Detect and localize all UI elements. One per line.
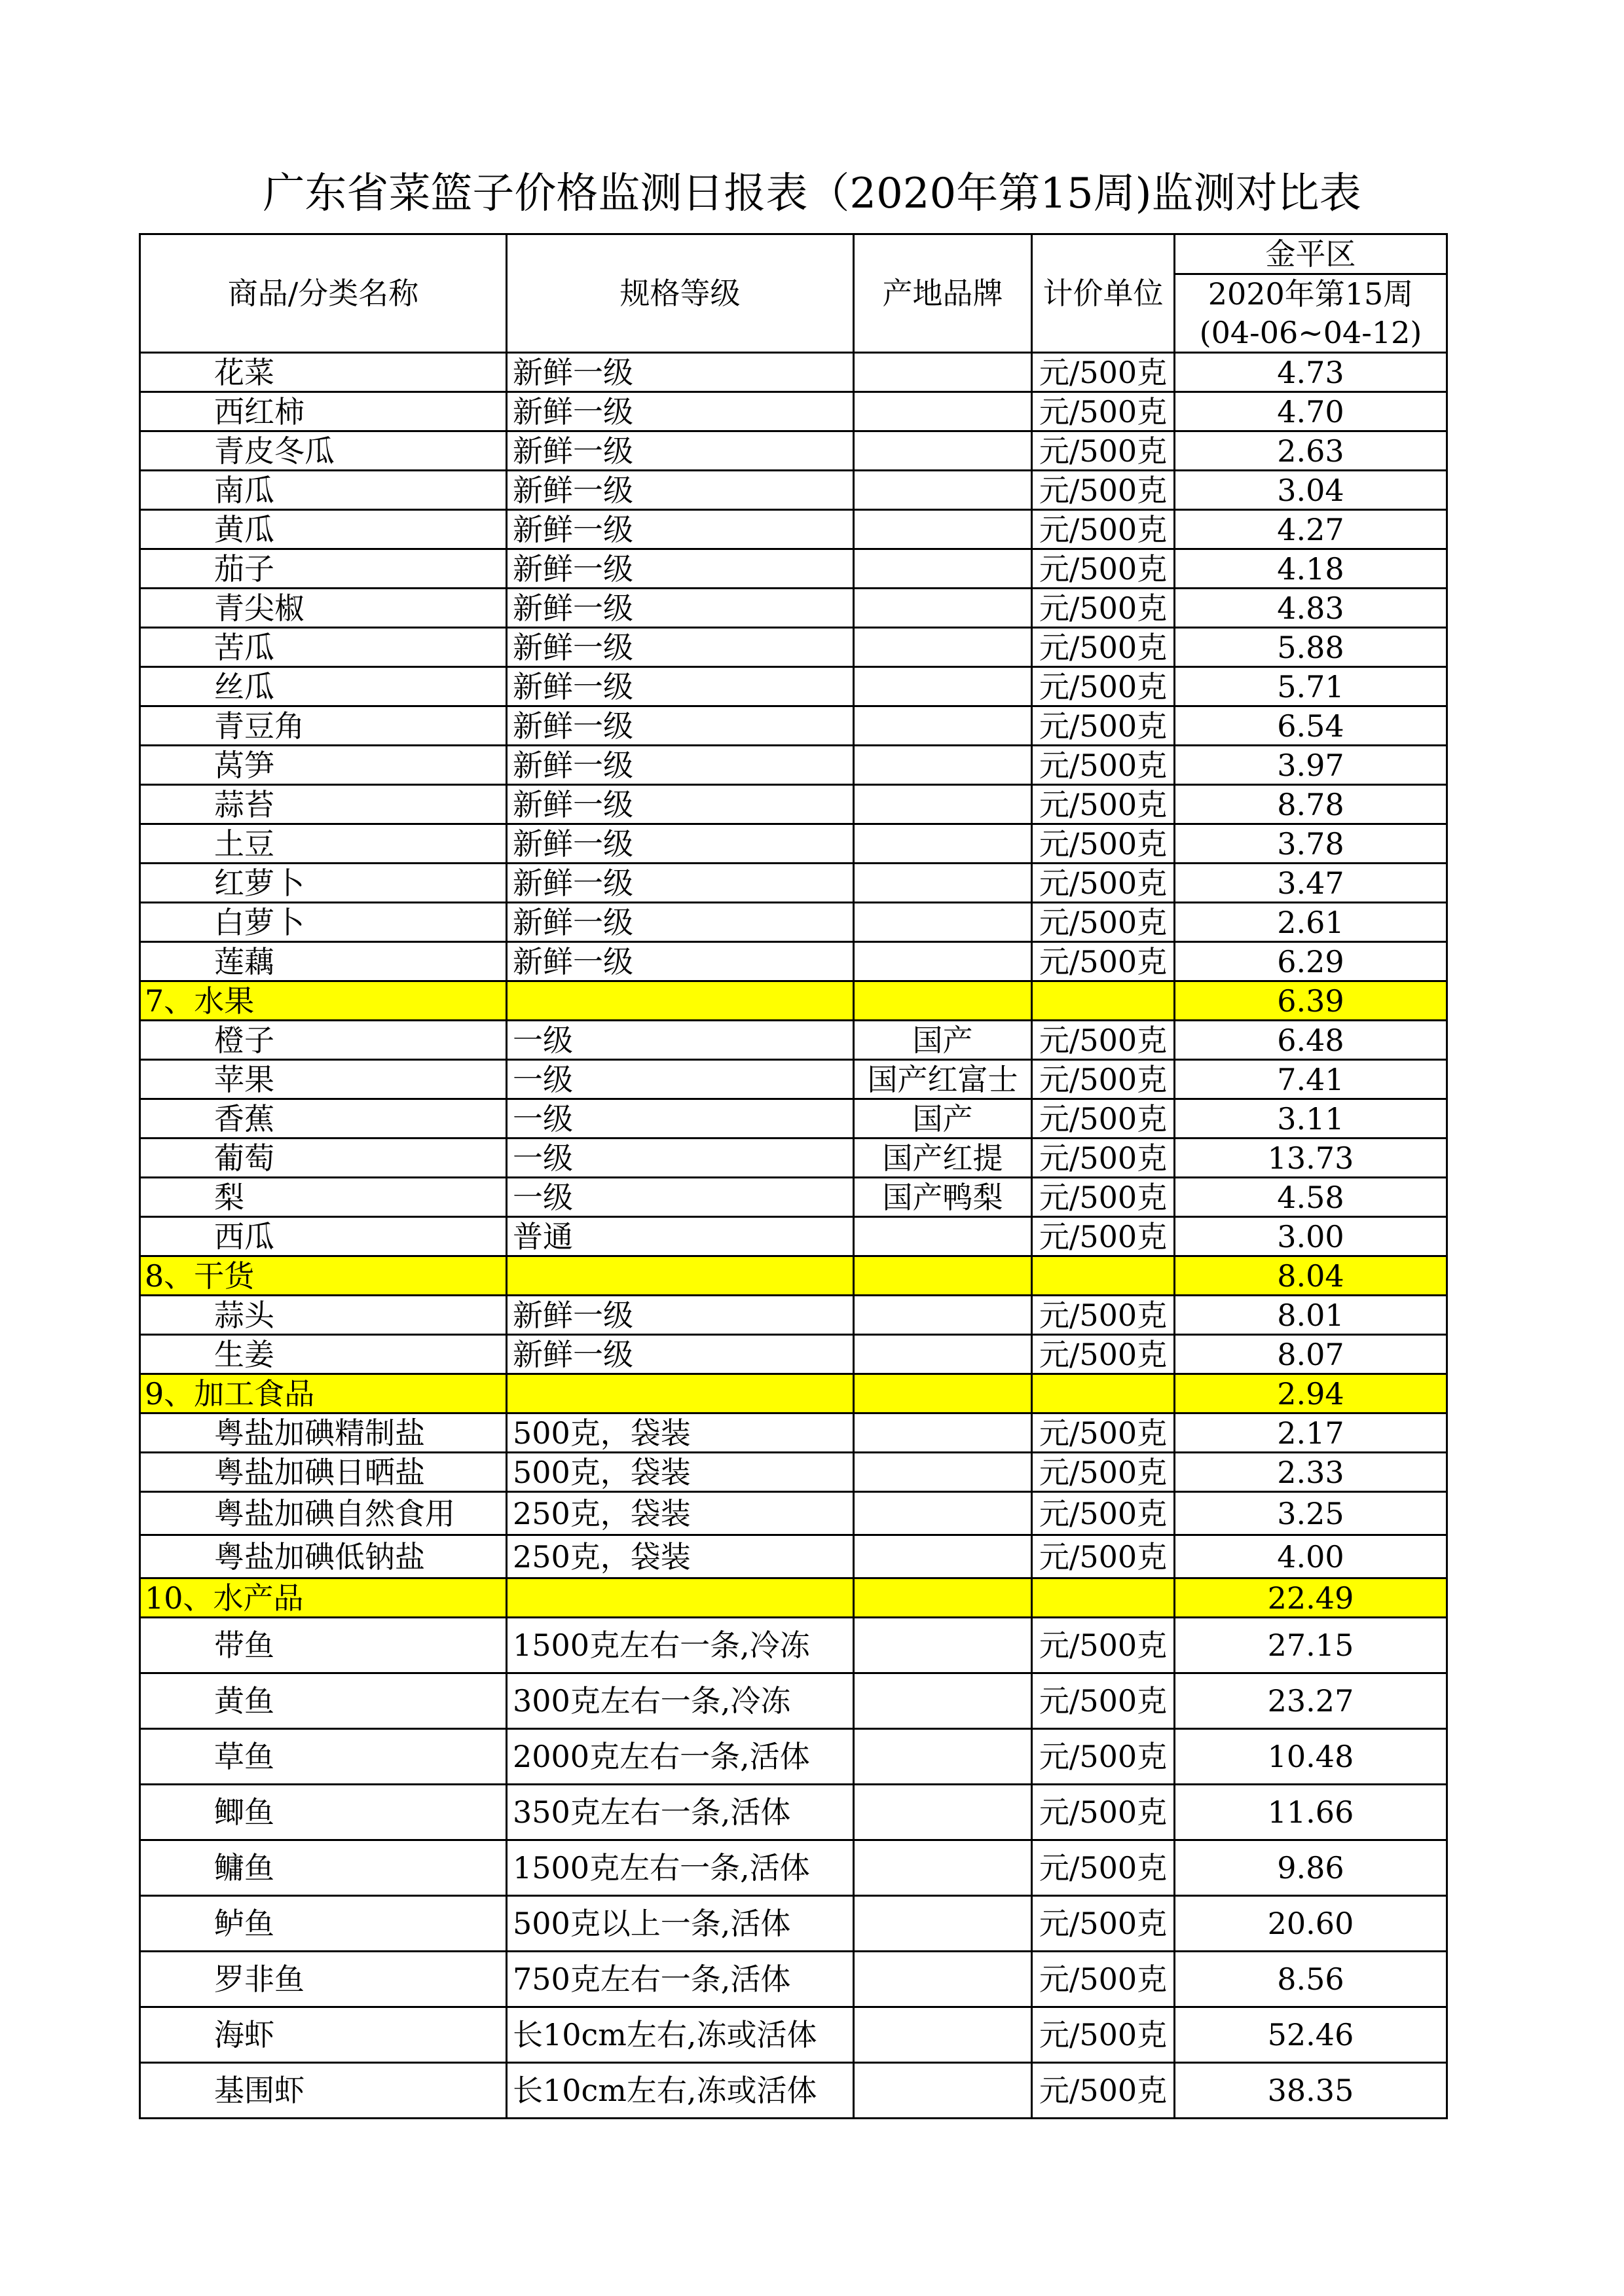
item-name: 海虾 <box>140 2007 507 2063</box>
header-origin: 产地品牌 <box>854 234 1032 353</box>
table-row <box>140 2007 1447 2063</box>
spec-cell: 750克左右一条,活体 <box>507 1952 854 2007</box>
unit-cell: 元/500克 <box>1032 1139 1175 1178</box>
origin-cell <box>854 942 1032 981</box>
price-cell: 4.58 <box>1175 1178 1447 1217</box>
table-row <box>140 431 1447 471</box>
spec-cell: 一级 <box>507 1178 854 1217</box>
spec-cell: 2000克左右一条,活体 <box>507 1729 854 1785</box>
price-cell: 11.66 <box>1175 1785 1447 1840</box>
unit-cell: 元/500克 <box>1032 746 1175 785</box>
origin-cell: 国产 <box>854 1021 1032 1060</box>
category-row <box>140 1374 1447 1413</box>
table-row <box>140 1060 1447 1099</box>
category-row <box>140 1256 1447 1296</box>
table-row <box>140 942 1447 981</box>
spec-cell: 一级 <box>507 1099 854 1139</box>
unit-cell: 元/500克 <box>1032 785 1175 824</box>
table-row <box>140 864 1447 903</box>
table-row <box>140 1492 1447 1535</box>
origin-cell <box>854 1729 1032 1785</box>
spec-cell: 新鲜一级 <box>507 1296 854 1335</box>
item-name: 黄瓜 <box>140 510 507 549</box>
price-cell: 4.83 <box>1175 589 1447 628</box>
table-row <box>140 785 1447 824</box>
unit-cell: 元/500克 <box>1032 628 1175 667</box>
origin-cell <box>854 628 1032 667</box>
spec-cell: 500克，袋装 <box>507 1453 854 1492</box>
item-name: 鲫鱼 <box>140 1785 507 1840</box>
price-cell: 3.04 <box>1175 471 1447 510</box>
table-row <box>140 1335 1447 1374</box>
unit-cell: 元/500克 <box>1032 1453 1175 1492</box>
origin-cell <box>854 746 1032 785</box>
origin-cell <box>854 1413 1032 1453</box>
item-name: 粤盐加碘精制盐 <box>140 1413 507 1453</box>
item-name: 苦瓜 <box>140 628 507 667</box>
unit-cell: 元/500克 <box>1032 1840 1175 1896</box>
spec-cell: 1500克左右一条,活体 <box>507 1840 854 1896</box>
table-row <box>140 628 1447 667</box>
unit-cell: 元/500克 <box>1032 824 1175 864</box>
table-row <box>140 392 1447 431</box>
unit-cell <box>1032 1578 1175 1618</box>
category-row <box>140 981 1447 1021</box>
origin-cell <box>854 1492 1032 1535</box>
category-price: 6.39 <box>1175 981 1447 1021</box>
item-name: 鳙鱼 <box>140 1840 507 1896</box>
spec-cell: 250克，袋装 <box>507 1535 854 1578</box>
price-cell: 3.11 <box>1175 1099 1447 1139</box>
item-name: 蒜头 <box>140 1296 507 1335</box>
price-cell: 13.73 <box>1175 1139 1447 1178</box>
header-week: 2020年第15周 <box>1175 274 1447 314</box>
origin-cell <box>854 706 1032 746</box>
unit-cell: 元/500克 <box>1032 2063 1175 2119</box>
spec-cell: 普通 <box>507 1217 854 1256</box>
price-cell: 6.54 <box>1175 706 1447 746</box>
price-cell: 3.47 <box>1175 864 1447 903</box>
table-row <box>140 1296 1447 1335</box>
spec-cell: 新鲜一级 <box>507 431 854 471</box>
origin-cell <box>854 1785 1032 1840</box>
spec-cell: 新鲜一级 <box>507 353 854 392</box>
unit-cell: 元/500克 <box>1032 589 1175 628</box>
unit-cell: 元/500克 <box>1032 431 1175 471</box>
origin-cell <box>854 1296 1032 1335</box>
table-header <box>140 234 1447 353</box>
price-cell: 20.60 <box>1175 1896 1447 1952</box>
origin-cell <box>854 589 1032 628</box>
unit-cell: 元/500克 <box>1032 942 1175 981</box>
origin-cell <box>854 549 1032 589</box>
price-cell: 3.97 <box>1175 746 1447 785</box>
spec-cell: 新鲜一级 <box>507 1335 854 1374</box>
unit-cell: 元/500克 <box>1032 1535 1175 1578</box>
origin-cell <box>854 431 1032 471</box>
item-name: 生姜 <box>140 1335 507 1374</box>
table-row <box>140 1021 1447 1060</box>
table-row <box>140 1453 1447 1492</box>
origin-cell: 国产 <box>854 1099 1032 1139</box>
spec-cell: 新鲜一级 <box>507 746 854 785</box>
unit-cell <box>1032 1374 1175 1413</box>
price-cell: 4.00 <box>1175 1535 1447 1578</box>
price-cell: 4.70 <box>1175 392 1447 431</box>
unit-cell: 元/500克 <box>1032 471 1175 510</box>
spec-cell: 新鲜一级 <box>507 706 854 746</box>
category-name: 9、加工食品 <box>140 1374 507 1413</box>
table-row <box>140 1840 1447 1896</box>
item-name: 青皮冬瓜 <box>140 431 507 471</box>
unit-cell: 元/500克 <box>1032 1896 1175 1952</box>
unit-cell: 元/500克 <box>1032 510 1175 549</box>
origin-cell <box>854 1840 1032 1896</box>
price-cell: 52.46 <box>1175 2007 1447 2063</box>
price-cell: 8.01 <box>1175 1296 1447 1335</box>
origin-cell: 国产红提 <box>854 1139 1032 1178</box>
table-row <box>140 510 1447 549</box>
spec-cell: 新鲜一级 <box>507 471 854 510</box>
spec-cell: 300克左右一条,冷冻 <box>507 1673 854 1729</box>
header-spec: 规格等级 <box>507 234 854 353</box>
unit-cell: 元/500克 <box>1032 1217 1175 1256</box>
table-row <box>140 706 1447 746</box>
price-cell: 6.48 <box>1175 1021 1447 1060</box>
price-cell: 8.56 <box>1175 1952 1447 2007</box>
price-cell: 8.78 <box>1175 785 1447 824</box>
unit-cell: 元/500克 <box>1032 1335 1175 1374</box>
spec-cell: 500克，袋装 <box>507 1413 854 1453</box>
unit-cell: 元/500克 <box>1032 1618 1175 1673</box>
origin-cell <box>854 981 1032 1021</box>
table-row <box>140 1139 1447 1178</box>
table-row <box>140 353 1447 392</box>
price-cell: 3.78 <box>1175 824 1447 864</box>
spec-cell: 250克，袋装 <box>507 1492 854 1535</box>
unit-cell: 元/500克 <box>1032 1021 1175 1060</box>
spec-cell: 一级 <box>507 1060 854 1099</box>
page-title: 广东省菜篮子价格监测日报表（2020年第15周)监测对比表 <box>263 170 1361 218</box>
table-row <box>140 1178 1447 1217</box>
origin-cell <box>854 2007 1032 2063</box>
origin-cell <box>854 824 1032 864</box>
origin-cell <box>854 1578 1032 1618</box>
item-name: 西红柿 <box>140 392 507 431</box>
item-name: 粤盐加碘低钠盐 <box>140 1535 507 1578</box>
item-name: 花菜 <box>140 353 507 392</box>
item-name: 蒜苔 <box>140 785 507 824</box>
origin-cell <box>854 1673 1032 1729</box>
item-name: 带鱼 <box>140 1618 507 1673</box>
header-region: 金平区 <box>1175 234 1447 274</box>
item-name: 黄鱼 <box>140 1673 507 1729</box>
unit-cell: 元/500克 <box>1032 1413 1175 1453</box>
table-body <box>140 353 1447 2119</box>
price-cell: 3.25 <box>1175 1492 1447 1535</box>
item-name: 草鱼 <box>140 1729 507 1785</box>
spec-cell: 新鲜一级 <box>507 864 854 903</box>
spec-cell: 新鲜一级 <box>507 903 854 942</box>
table-row <box>140 1413 1447 1453</box>
unit-cell: 元/500克 <box>1032 2007 1175 2063</box>
spec-cell <box>507 981 854 1021</box>
table-row <box>140 1535 1447 1578</box>
category-price: 22.49 <box>1175 1578 1447 1618</box>
unit-cell: 元/500克 <box>1032 1296 1175 1335</box>
spec-cell: 新鲜一级 <box>507 628 854 667</box>
origin-cell <box>854 1453 1032 1492</box>
item-name: 西瓜 <box>140 1217 507 1256</box>
unit-cell: 元/500克 <box>1032 864 1175 903</box>
item-name: 莲藕 <box>140 942 507 981</box>
origin-cell <box>854 1374 1032 1413</box>
price-cell: 27.15 <box>1175 1618 1447 1673</box>
spec-cell: 新鲜一级 <box>507 549 854 589</box>
price-cell: 9.86 <box>1175 1840 1447 1896</box>
price-cell: 2.33 <box>1175 1453 1447 1492</box>
unit-cell: 元/500克 <box>1032 353 1175 392</box>
item-name: 罗非鱼 <box>140 1952 507 2007</box>
table-row <box>140 1618 1447 1673</box>
spec-cell: 1500克左右一条,冷冻 <box>507 1618 854 1673</box>
spec-cell <box>507 1578 854 1618</box>
item-name: 粤盐加碘自然食用 <box>140 1492 507 1535</box>
item-name: 南瓜 <box>140 471 507 510</box>
table-row <box>140 1673 1447 1729</box>
item-name: 鲈鱼 <box>140 1896 507 1952</box>
origin-cell <box>854 1335 1032 1374</box>
price-cell: 2.61 <box>1175 903 1447 942</box>
unit-cell: 元/500克 <box>1032 667 1175 706</box>
item-name: 基围虾 <box>140 2063 507 2119</box>
price-cell: 2.63 <box>1175 431 1447 471</box>
origin-cell <box>854 1535 1032 1578</box>
price-cell: 4.73 <box>1175 353 1447 392</box>
category-name: 10、水产品 <box>140 1578 507 1618</box>
item-name: 青尖椒 <box>140 589 507 628</box>
origin-cell <box>854 785 1032 824</box>
item-name: 橙子 <box>140 1021 507 1060</box>
unit-cell: 元/500克 <box>1032 1785 1175 1840</box>
price-cell: 4.18 <box>1175 549 1447 589</box>
item-name: 茄子 <box>140 549 507 589</box>
unit-cell: 元/500克 <box>1032 392 1175 431</box>
table-row <box>140 549 1447 589</box>
item-name: 红萝卜 <box>140 864 507 903</box>
unit-cell: 元/500克 <box>1032 1673 1175 1729</box>
table-row <box>140 746 1447 785</box>
origin-cell <box>854 471 1032 510</box>
spec-cell: 新鲜一级 <box>507 589 854 628</box>
spec-cell: 500克以上一条,活体 <box>507 1896 854 1952</box>
unit-cell <box>1032 981 1175 1021</box>
origin-cell <box>854 1618 1032 1673</box>
origin-cell <box>854 1256 1032 1296</box>
price-table <box>139 233 1448 2119</box>
origin-cell <box>854 2063 1032 2119</box>
category-name: 8、干货 <box>140 1256 507 1296</box>
table-row <box>140 2063 1447 2119</box>
price-cell: 7.41 <box>1175 1060 1447 1099</box>
item-name: 粤盐加碘日晒盐 <box>140 1453 507 1492</box>
spec-cell: 新鲜一级 <box>507 785 854 824</box>
unit-cell: 元/500克 <box>1032 1729 1175 1785</box>
origin-cell <box>854 667 1032 706</box>
unit-cell <box>1032 1256 1175 1296</box>
origin-cell: 国产红富士 <box>854 1060 1032 1099</box>
table-row <box>140 471 1447 510</box>
unit-cell: 元/500克 <box>1032 706 1175 746</box>
table-row <box>140 903 1447 942</box>
table-row <box>140 1896 1447 1952</box>
price-cell: 5.88 <box>1175 628 1447 667</box>
price-cell: 38.35 <box>1175 2063 1447 2119</box>
table-row <box>140 1952 1447 2007</box>
spec-cell: 一级 <box>507 1021 854 1060</box>
unit-cell: 元/500克 <box>1032 1178 1175 1217</box>
spec-cell: 新鲜一级 <box>507 942 854 981</box>
item-name: 香蕉 <box>140 1099 507 1139</box>
origin-cell <box>854 392 1032 431</box>
origin-cell: 国产鸭梨 <box>854 1178 1032 1217</box>
price-cell: 5.71 <box>1175 667 1447 706</box>
table-row <box>140 1729 1447 1785</box>
price-cell: 2.17 <box>1175 1413 1447 1453</box>
price-cell: 10.48 <box>1175 1729 1447 1785</box>
price-cell: 8.07 <box>1175 1335 1447 1374</box>
spec-cell: 一级 <box>507 1139 854 1178</box>
item-name: 丝瓜 <box>140 667 507 706</box>
spec-cell: 350克左右一条,活体 <box>507 1785 854 1840</box>
item-name: 葡萄 <box>140 1139 507 1178</box>
origin-cell <box>854 1896 1032 1952</box>
item-name: 土豆 <box>140 824 507 864</box>
category-price: 8.04 <box>1175 1256 1447 1296</box>
unit-cell: 元/500克 <box>1032 1060 1175 1099</box>
header-unit: 计价单位 <box>1032 234 1175 353</box>
item-name: 莴笋 <box>140 746 507 785</box>
spec-cell: 新鲜一级 <box>507 392 854 431</box>
origin-cell <box>854 903 1032 942</box>
item-name: 梨 <box>140 1178 507 1217</box>
spec-cell: 长10cm左右,冻或活体 <box>507 2007 854 2063</box>
category-name: 7、水果 <box>140 981 507 1021</box>
category-price: 2.94 <box>1175 1374 1447 1413</box>
unit-cell: 元/500克 <box>1032 1099 1175 1139</box>
unit-cell: 元/500克 <box>1032 1952 1175 2007</box>
table-row <box>140 1785 1447 1840</box>
price-cell: 23.27 <box>1175 1673 1447 1729</box>
spec-cell: 新鲜一级 <box>507 510 854 549</box>
item-name: 青豆角 <box>140 706 507 746</box>
origin-cell <box>854 353 1032 392</box>
item-name: 白萝卜 <box>140 903 507 942</box>
origin-cell <box>854 1217 1032 1256</box>
origin-cell <box>854 510 1032 549</box>
unit-cell: 元/500克 <box>1032 903 1175 942</box>
origin-cell <box>854 864 1032 903</box>
spec-cell: 长10cm左右,冻或活体 <box>507 2063 854 2119</box>
table-row <box>140 667 1447 706</box>
category-row <box>140 1578 1447 1618</box>
spec-cell <box>507 1256 854 1296</box>
table-row <box>140 1217 1447 1256</box>
table-row <box>140 824 1447 864</box>
header-name: 商品/分类名称 <box>140 234 507 353</box>
table-row <box>140 1099 1447 1139</box>
spec-cell <box>507 1374 854 1413</box>
spec-cell: 新鲜一级 <box>507 667 854 706</box>
price-cell: 3.00 <box>1175 1217 1447 1256</box>
unit-cell: 元/500克 <box>1032 1492 1175 1535</box>
item-name: 苹果 <box>140 1060 507 1099</box>
table-row <box>140 589 1447 628</box>
header-dates: (04-06~04-12) <box>1175 314 1447 353</box>
spec-cell: 新鲜一级 <box>507 824 854 864</box>
origin-cell <box>854 1952 1032 2007</box>
price-cell: 4.27 <box>1175 510 1447 549</box>
unit-cell: 元/500克 <box>1032 549 1175 589</box>
price-cell: 6.29 <box>1175 942 1447 981</box>
